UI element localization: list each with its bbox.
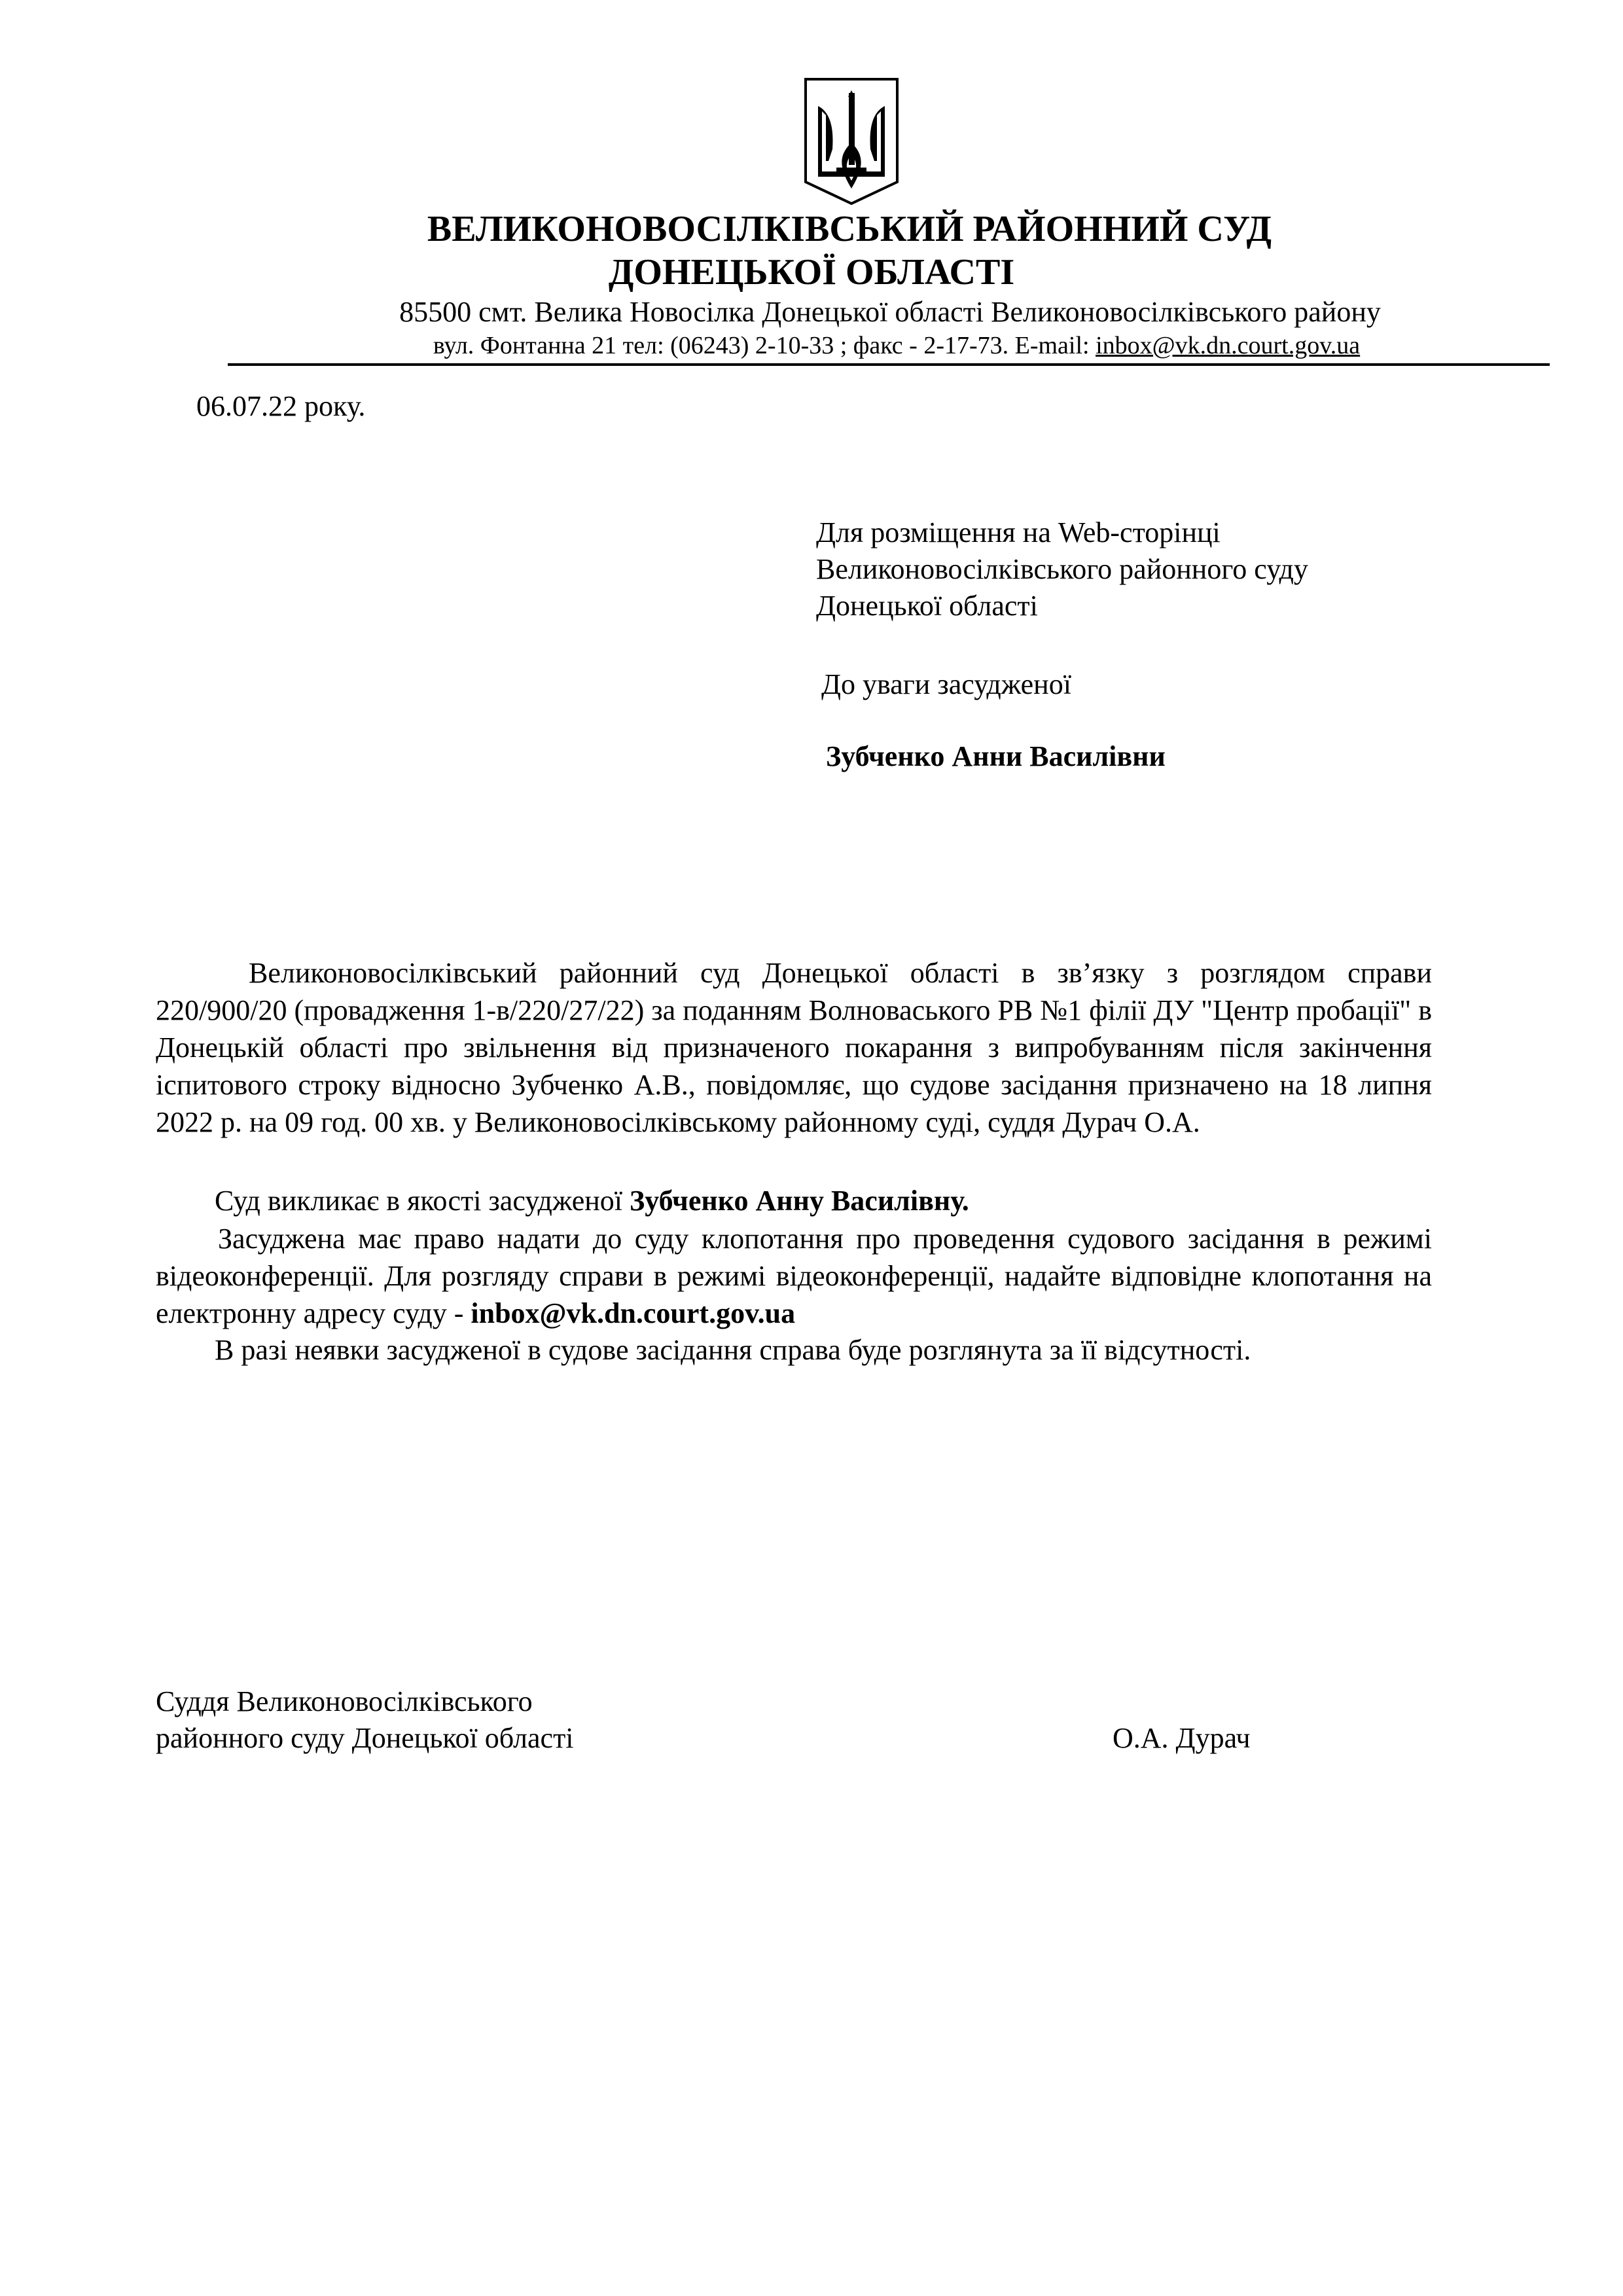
recipient-line-1: Для розміщення на Web-сторінці <box>816 516 1221 548</box>
signature-position-line-1: Суддя Великоновосілківського <box>156 1685 533 1717</box>
document-date: 06.07.22 року. <box>196 390 366 422</box>
signature-position-line-2: районного суду Донецької області <box>156 1722 574 1754</box>
contacts-text: вул. Фонтанна 21 тел: (06243) 2-10-33 ; факс - 2-17-73. E-mail: <box>433 332 1096 359</box>
court-contacts <box>353 331 1440 360</box>
videoconference-text: Засуджена має право надати до суду клопотання про проведення судового засідання в режимі відеоконференції. Для розгляду справи в режимі відеоконференції, надайте відповідне клопотання на електронну адресу суду - <box>156 1223 1432 1329</box>
court-name-title: ВЕЛИКОНОВОСІЛКІВСЬКИЙ РАЙОННИЙ СУД <box>427 209 1272 249</box>
signature-name: О.А. Дурач <box>1113 1722 1251 1754</box>
videoconference-paragraph <box>156 1220 1432 1332</box>
absence-paragraph: В разі неявки засудженої в судове засідання справа буде розглянута за її відсутності. <box>215 1334 1251 1366</box>
coat-of-arms-icon <box>804 77 899 206</box>
summons-paragraph <box>156 1182 1432 1219</box>
email-link[interactable]: inbox@vk.dn.court.gov.ua <box>1096 332 1361 359</box>
court-region-title: ДОНЕЦЬКОЇ ОБЛАСТІ <box>608 252 1015 293</box>
summons-text: Суд викликає в якості засудженої <box>215 1185 630 1217</box>
recipient-line-2: Великоновосілківського районного суду <box>816 553 1308 585</box>
court-address: 85500 смт. Велика Новосілка Донецької області Великоновосілківського району <box>399 296 1381 328</box>
notice-paragraph: Великоновосілківський районний суд Донецької області в зв’язку з розглядом справи 220/900/20 (провадження 1-в/220/27/22) за поданням Волноваського РВ №1 філії ДУ "Центр пробації" в Донецькій області про звільнення від призначеного покарання з випробуванням після закінчення іспитового строку відносно Зубченко А.В., повідомляє, що судове засідання призначено на 18 липня 2022 р. на 09 год. 00 хв. у Великоновосілківському районному суді, суддя Дурач О.А. <box>156 957 1432 1138</box>
recipient-line-3: Донецької області <box>816 590 1038 622</box>
summoned-person-name: Зубченко Анну Василівну. <box>630 1185 969 1217</box>
court-email[interactable]: inbox@vk.dn.court.gov.ua <box>471 1297 796 1329</box>
header-divider <box>228 363 1550 366</box>
attention-line: До уваги засудженої <box>821 668 1071 700</box>
addressee-name: Зубченко Анни Василівни <box>826 740 1166 772</box>
